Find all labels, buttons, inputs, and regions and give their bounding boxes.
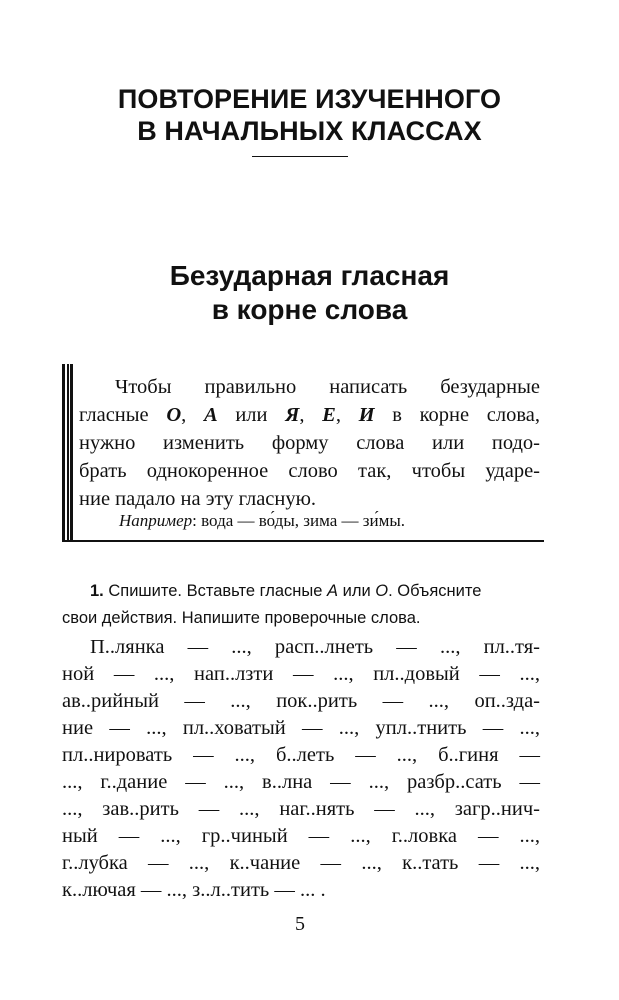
rule-line: брать однокоренное слово так, чтобы ударе- xyxy=(79,460,540,482)
exercise-line: ..., г..дание — ..., в..лна — ..., разбр..сать — xyxy=(62,771,540,793)
rule-box-bar xyxy=(67,364,69,540)
exercise-line: ной — ..., нап..лзти — ..., пл..довый — ..., xyxy=(62,663,540,685)
section-title-line: Безударная гласная xyxy=(169,260,450,291)
exercise-line: ..., зав..рить — ..., наг..нять — ..., загр..нич- xyxy=(62,798,540,820)
rule-example xyxy=(119,510,405,532)
exercise-line: ный — ..., гр..чиный — ..., г..ловка — ..., xyxy=(62,825,540,847)
exercise-text xyxy=(62,634,540,904)
task-letter-o: О xyxy=(375,582,389,600)
rule-line: нужно изменить форму слова или подо- xyxy=(79,432,540,454)
rule-text xyxy=(79,373,540,513)
vowel-i: И xyxy=(358,404,375,426)
rule-box xyxy=(62,364,544,542)
exercise-line: к..лючая — ..., з..л..тить — ... . xyxy=(62,879,326,901)
page-title-line: ПОВТОРЕНИЕ ИЗУЧЕННОГО xyxy=(117,84,502,114)
task-number: 1. xyxy=(90,582,104,600)
exercise-line: ав..рийный — ..., пок..рить — ..., оп..зда- xyxy=(62,690,540,712)
example-text: : вода — во́ды, зима — зи́мы. xyxy=(192,511,405,530)
title-divider xyxy=(252,156,348,157)
exercise-line: ние — ..., пл..ховатый — ..., упл..тнить — ..., xyxy=(62,717,540,739)
vowel-o: О xyxy=(166,404,182,426)
rule-line: Чтобы правильно написать безударные xyxy=(115,376,540,398)
rule-line: ние падало на эту гласную. xyxy=(79,488,317,510)
task-letter-a: А xyxy=(327,582,339,600)
page-title-line: В НАЧАЛЬНЫХ КЛАССАХ xyxy=(137,116,482,146)
page-title xyxy=(0,83,619,147)
vowel-ya: Я xyxy=(285,404,300,426)
rule-box-bar xyxy=(70,364,73,540)
rule-box-bar xyxy=(62,364,65,540)
exercise-line: г..лубка — ..., к..чание — ..., к..тать — ..., xyxy=(62,852,540,874)
exercise-line: П..лянка — ..., расп..лнеть — ..., пл..тя- xyxy=(90,636,540,658)
page-number: 5 xyxy=(295,913,305,935)
section-title xyxy=(0,259,619,327)
task-line: свои действия. Напишите проверочные слова. xyxy=(62,609,421,627)
task-line: 1. Спишите. Вставьте гласные А или О. Объясните xyxy=(90,582,482,600)
rule-line: гласные О, А или Я, Е, И в корне слова, xyxy=(79,404,541,426)
section-title-line: в корне слова xyxy=(211,294,408,325)
exercise-line: пл..нировать — ..., б..леть — ..., б..гиня — xyxy=(62,744,540,766)
vowel-a: А xyxy=(203,404,218,426)
task-instructions xyxy=(62,578,542,632)
example-label: Например xyxy=(119,511,193,530)
vowel-e: Е xyxy=(322,404,336,426)
